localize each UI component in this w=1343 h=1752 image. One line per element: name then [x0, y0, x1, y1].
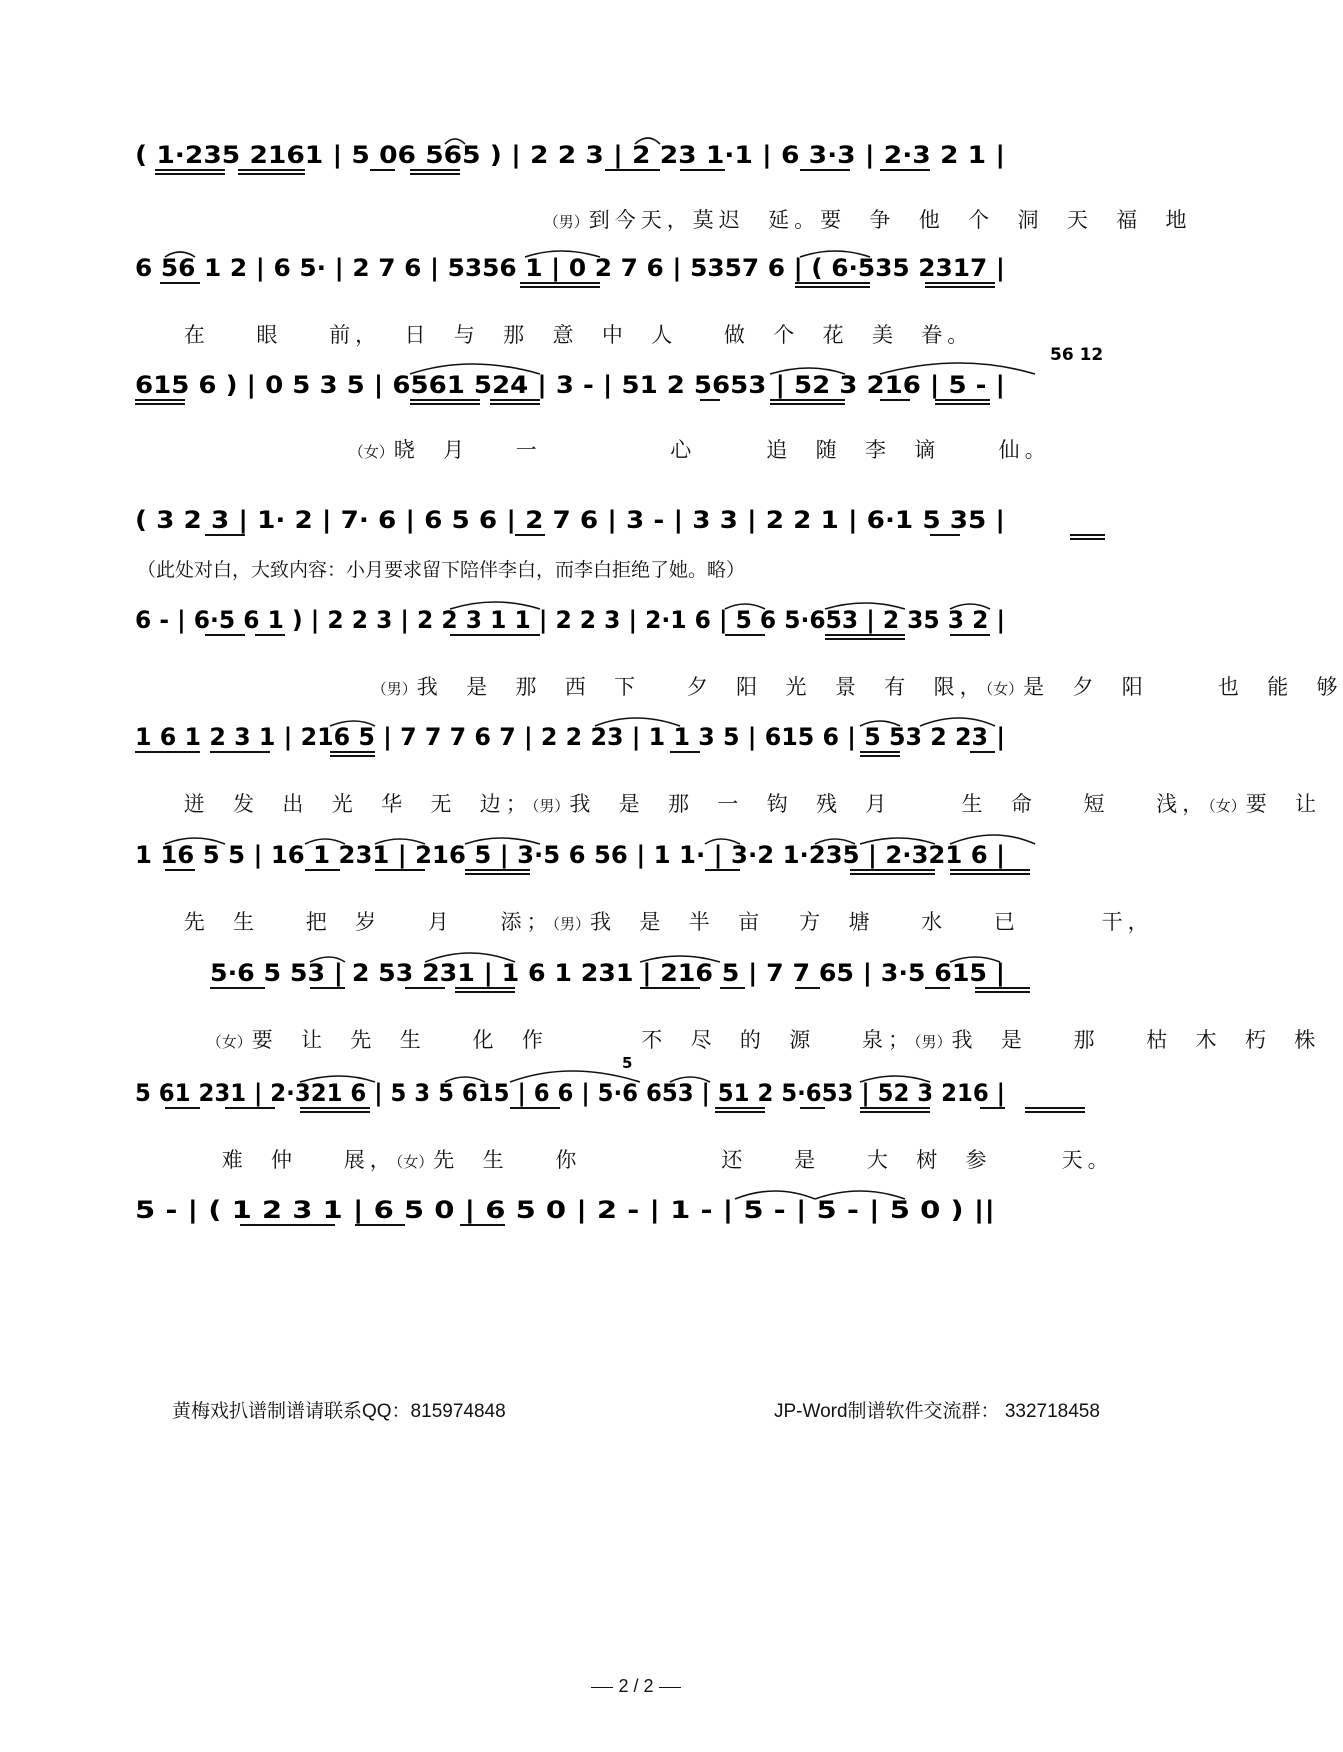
lyric-text: 到今天，莫迟 延。要 争 他 个 洞 天 福 地 — [588, 208, 1192, 232]
role-marker: （男） — [371, 680, 417, 698]
note-glyphs: ( 3 2 3 | 1· 2 | 7· 6 | 6 5 6 | 2 7 6 | 3 - | 3 3 | 2 2 1 | 6·1 5 35 | — [135, 506, 1005, 534]
role-marker: （女） — [985, 680, 1024, 698]
notation-line — [0, 243, 1272, 303]
page-number-rule-left — [591, 1686, 613, 1688]
role-marker: （女） — [1208, 797, 1246, 815]
lyric-text: 是 夕 阳 也 能 够 — [1023, 675, 1343, 699]
notation-line — [0, 830, 1272, 890]
notation-line — [0, 948, 1272, 1008]
page-number-text: 2 / 2 — [618, 1676, 654, 1696]
notation-graphics — [0, 1185, 1272, 1255]
note-glyphs: 615 6 ) | 0 5 3 5 | 6561 524 | 3 - | 51 2 5653 | 52 3 216 | 5 - | — [135, 371, 1005, 399]
note-glyphs: 5 61 231 | 2·321 6 | 5 3 5 615 | 6 6 | 5·6 653 | 51 2 5·653 | 52 3 216 | — [135, 1079, 1005, 1107]
lyric-text: 在 眼 前， 日 与 那 意 中 人 做 个 花 美 眷。 — [183, 323, 974, 347]
role-marker: （男） — [913, 1033, 952, 1051]
note-glyphs: 6 - | 6·5 6 1 ) | 2 2 3 | 2 2 3 1 1 | 2 2 3 | 2·1 6 | 5 6 5·653 | 2 35 3 2 | — [135, 606, 1005, 634]
role-marker: （男） — [543, 213, 589, 231]
lyric-text: 晓 月 一 心 追 随 李 谪 仙。 — [393, 438, 1051, 462]
page-number — [0, 1676, 1272, 1697]
note-glyphs: 1 6 1 2 3 1 | 216 5 | 7 7 7 6 7 | 2 2 23 | 1 1 3 5 | 615 6 | 5 53 2 23 | — [135, 723, 1005, 751]
page-number-rule-right — [659, 1686, 681, 1688]
lyric-line — [160, 1000, 1320, 1078]
lyric-line — [302, 410, 1051, 488]
lyric-text: 要 让 先 生 化 作 不 尽 的 源 泉； — [251, 1028, 914, 1052]
note-glyphs: 6 56 1 2 | 6 5· | 2 7 6 | 5356 1 | 0 2 7 6 | 5357 6 | ( 6·535 2317 | — [135, 254, 1005, 282]
notation-line — [0, 1185, 1272, 1245]
grace-notes: 56 12 — [1050, 345, 1104, 365]
spoken-dialogue-note: （此处对白，大致内容：小月要求留下陪伴李白，而李白拒绝了她。略） — [137, 559, 746, 581]
note-glyphs: 5·6 5 53 | 2 53 231 | 1 6 1 231 | 216 5 | 7 7 65 | 3·5 615 | — [210, 959, 1005, 987]
note-glyphs: 5 - | ( 1 2 3 1 | 6 5 0 | 6 5 0 | 2 - | 1 - | 5 - | 5 - | 5 0 ) || — [135, 1196, 995, 1224]
notation-line — [0, 595, 1272, 655]
footer-left-contact: 黄梅戏扒谱制谱请联系QQ：815974848 — [172, 1401, 506, 1422]
lyric-text: 迸 发 出 光 华 无 边； — [183, 792, 532, 816]
lyric-text: 要 让 — [1245, 792, 1322, 816]
role-marker: （女） — [395, 1153, 434, 1171]
role-marker: （女） — [348, 443, 394, 461]
lyric-text: 先 生 把 岁 月 添； — [183, 910, 553, 934]
role-marker: （女） — [206, 1033, 252, 1051]
role-marker: （男） — [531, 797, 570, 815]
lyric-text: 我 是 半 亩 方 塘 水 已 干， — [590, 910, 1154, 934]
notation-line — [0, 712, 1272, 772]
grace-note: 5 — [622, 1054, 633, 1072]
lyric-text: 先 生 你 还 是 大 树 参 天。 — [433, 1148, 1114, 1172]
role-marker: （男） — [552, 915, 591, 933]
lyric-text: 我 是 那 西 下 夕 阳 光 景 有 限， — [416, 675, 986, 699]
notation-line — [0, 1054, 1272, 1128]
lyric-text: 我 是 那 一 钩 残 月 生 命 短 浅， — [569, 792, 1209, 816]
lyric-text: 难 仲 展， — [221, 1148, 396, 1172]
lyric-text: 我 是 那 枯 木 朽 株 — [951, 1028, 1321, 1052]
notation-line — [0, 495, 1272, 555]
footer-right-group: JP-Word制谱软件交流群： 332718458 — [774, 1401, 1100, 1422]
note-glyphs: 1 16 5 5 | 16 1 231 | 216 5 | 3·5 6 56 | 1 1· | 3·2 1·235 | 2·321 6 | — [135, 841, 1005, 869]
note-glyphs: ( 1·235 2161 | 5 06 565 ) | 2 2 3 | 2 23 1·1 | 6 3·3 | 2·3 2 1 | — [135, 141, 1005, 169]
